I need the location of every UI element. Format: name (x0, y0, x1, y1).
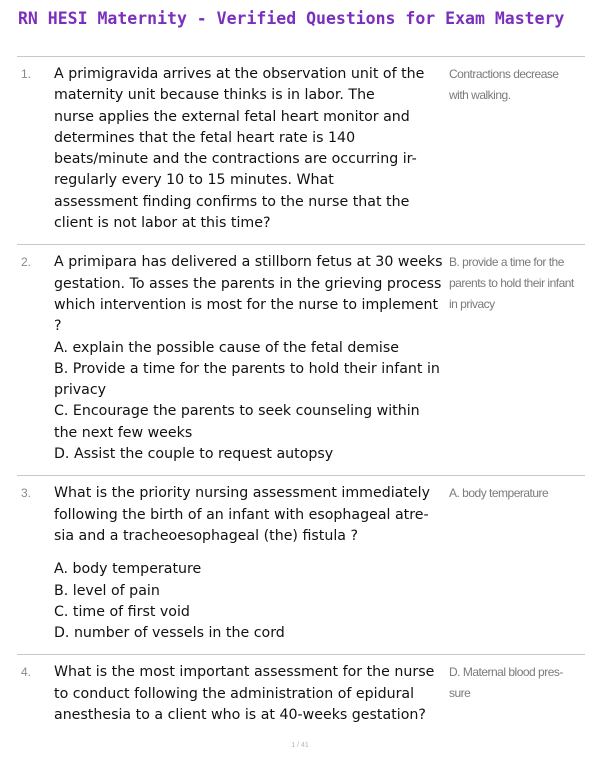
question-line: C. time of first void (54, 603, 190, 620)
question-line: B. Provide a time for the parents to hold their infant in (54, 360, 440, 377)
question-list (17, 56, 585, 736)
question-line: B. level of pain (54, 582, 160, 599)
answer-line: with walking. (449, 88, 511, 102)
answer-line: parents to hold their infant (449, 276, 574, 291)
answer-line: B. provide a time for the (449, 255, 564, 270)
question-line: A. explain the possible cause of the fetal demise (54, 339, 399, 356)
question-line: gestation. To asses the parents in the grieving process (54, 275, 442, 292)
answer-line: sure (449, 686, 471, 701)
question-line: determines that the fetal heart rate is 140 (54, 129, 356, 146)
question-number: 4. (21, 665, 32, 680)
question-text (54, 64, 446, 234)
question-block (17, 475, 585, 654)
question-line: to conduct following the administration of epidural (54, 685, 415, 702)
question-line: which intervention is most for the nurse to implement (54, 296, 439, 313)
question-text (54, 252, 446, 465)
question-number: 1. (21, 67, 32, 81)
document-title: RN HESI Maternity - Verified Questions for Exam Mastery (18, 9, 565, 28)
question-number: 3. (21, 486, 32, 501)
answer-text (449, 252, 585, 315)
question-line: beats/minute and the contractions are occurring ir- (54, 151, 417, 168)
answer-line: Contractions decrease (449, 67, 559, 81)
answer-line: D. Maternal blood pres- (449, 665, 563, 680)
question-line: sia and a tracheoesophageal (the) fistula ? (54, 527, 359, 544)
question-line: ? (54, 318, 62, 335)
question-line: C. Encourage the parents to seek counseling within (54, 403, 420, 420)
question-line: A. body temperature (54, 561, 202, 578)
answer-text (449, 483, 585, 504)
question-line: following the birth of an infant with esophageal atre- (54, 506, 429, 523)
question-block (17, 244, 585, 475)
question-line: the next few weeks (54, 424, 193, 441)
paragraph-gap (54, 547, 446, 559)
question-line: nurse applies the external fetal heart monitor and (54, 108, 410, 125)
answer-text (449, 64, 585, 106)
question-line: A primigravida arrives at the observation unit of the (54, 66, 425, 82)
answer-text (449, 662, 585, 704)
answer-line: in privacy (449, 297, 495, 312)
question-line: assessment finding confirms to the nurse that the (54, 193, 410, 210)
question-line: client is not labor at this time? (54, 215, 271, 232)
question-line: What is the priority nursing assessment immediately (54, 485, 430, 502)
question-line: privacy (54, 382, 107, 399)
question-number: 2. (21, 255, 32, 270)
question-line: D. Assist the couple to request autopsy (54, 446, 334, 463)
question-line: D. number of vessels in the cord (54, 625, 285, 642)
answer-line: A. body temperature (449, 486, 549, 501)
question-text (54, 662, 446, 726)
page-indicator: 1 / 41 (291, 742, 309, 749)
question-block (17, 56, 585, 244)
question-line: maternity unit because thinks is in labor. The (54, 87, 375, 104)
question-line: What is the most important assessment for the nurse (54, 664, 435, 681)
question-line: A primipara has delivered a stillborn fetus at 30 weeks (54, 254, 443, 271)
question-text (54, 483, 446, 644)
question-line: regularly every 10 to 15 minutes. What (54, 172, 334, 189)
question-line: anesthesia to a client who is at 40-weeks gestation? (54, 707, 426, 724)
question-block (17, 654, 585, 736)
